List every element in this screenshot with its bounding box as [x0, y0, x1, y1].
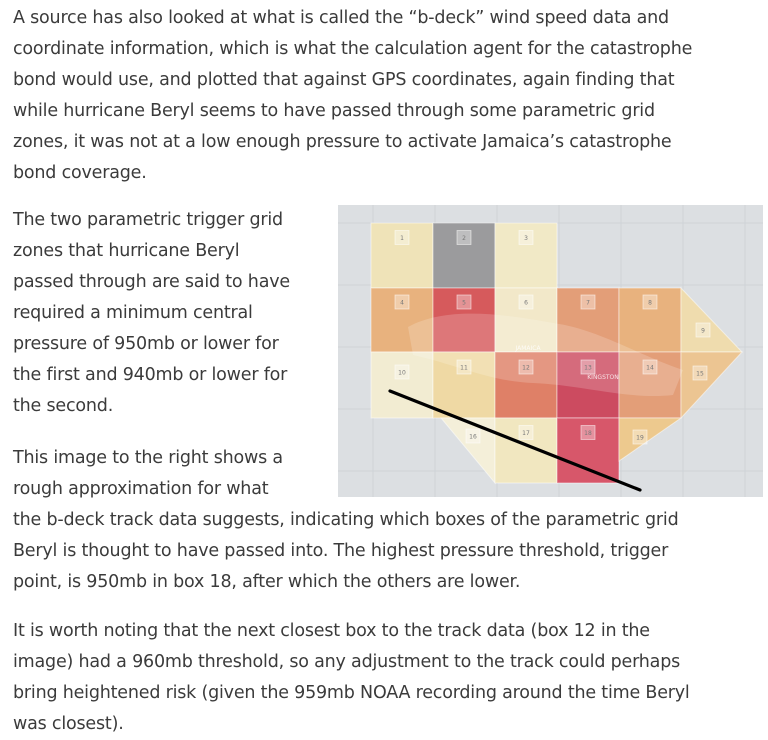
- paragraph-trigger-zones: [13, 205, 290, 422]
- paragraph-b-deck-intro: [13, 3, 692, 189]
- box-number-label: 15: [696, 370, 704, 378]
- box-number-label: 8: [648, 299, 652, 307]
- text-line: passed through are said to have: [13, 272, 290, 292]
- text-line: Beryl is thought to have passed into. The highest pressure threshold, trigger: [13, 541, 669, 561]
- text-line: rough approximation for what: [13, 479, 269, 499]
- text-line: the b-deck track data suggests, indicating which boxes of the parametric grid: [13, 510, 679, 530]
- box-number-label: 9: [701, 327, 705, 335]
- text-line: the second.: [13, 396, 114, 416]
- text-line: required a minimum central: [13, 303, 253, 323]
- box-number-label: 16: [469, 433, 477, 441]
- text-line: bring heightened risk (given the 959mb NOAA recording around the time Beryl: [13, 683, 690, 703]
- box-number-label: 5: [462, 299, 466, 307]
- text-line: A source has also looked at what is called the “b-deck” wind speed data and: [13, 8, 669, 28]
- text-line: This image to the right shows a: [13, 448, 283, 468]
- box-number-label: 19: [636, 434, 644, 442]
- text-line: the first and 940mb or lower for: [13, 365, 288, 385]
- text-line: image) had a 960mb threshold, so any adjustment to the track could perhaps: [13, 652, 681, 672]
- box-number-label: 7: [586, 299, 590, 307]
- grid-box: [371, 352, 433, 418]
- box-number-label: 1: [400, 235, 404, 242]
- box-number-label: 3: [524, 235, 528, 242]
- text-line: bond would use, and plotted that against GPS coordinates, again finding that: [13, 70, 675, 90]
- text-line: It is worth noting that the next closest box to the track data (box 12 in the: [13, 621, 650, 641]
- box-number-label: 12: [522, 364, 530, 372]
- box-number-label: 2: [462, 235, 466, 242]
- box-number-label: 4: [400, 299, 404, 307]
- text-line: pressure of 950mb or lower for: [13, 334, 279, 354]
- paragraph-box-12-note: [13, 616, 690, 740]
- text-line: was closest).: [13, 714, 124, 734]
- place-label-jamaica: JAMAICA: [515, 345, 541, 352]
- box-number-label: 13: [584, 364, 592, 372]
- box-number-label: 6: [524, 299, 528, 307]
- grid-box: [681, 352, 742, 418]
- box-number-label: 18: [584, 430, 592, 437]
- text-line: coordinate information, which is what the calculation agent for the catastrophe: [13, 39, 693, 59]
- paragraph-image-description: [13, 443, 679, 598]
- grid-box: [681, 288, 742, 352]
- box-number-label: 11: [460, 364, 468, 372]
- place-label-kingston: KINGSTON: [587, 374, 619, 381]
- box-number-label: 10: [398, 369, 406, 377]
- text-line: zones, it was not at a low enough pressure to activate Jamaica’s catastrophe: [13, 132, 672, 152]
- box-number-label: 17: [522, 430, 530, 437]
- text-line: bond coverage.: [13, 163, 147, 183]
- text-line: zones that hurricane Beryl: [13, 241, 240, 261]
- box-number-label: 14: [646, 364, 654, 372]
- text-line: point, is 950mb in box 18, after which the others are lower.: [13, 572, 521, 592]
- text-line: while hurricane Beryl seems to have passed through some parametric grid: [13, 101, 655, 121]
- text-line: The two parametric trigger grid: [13, 210, 283, 230]
